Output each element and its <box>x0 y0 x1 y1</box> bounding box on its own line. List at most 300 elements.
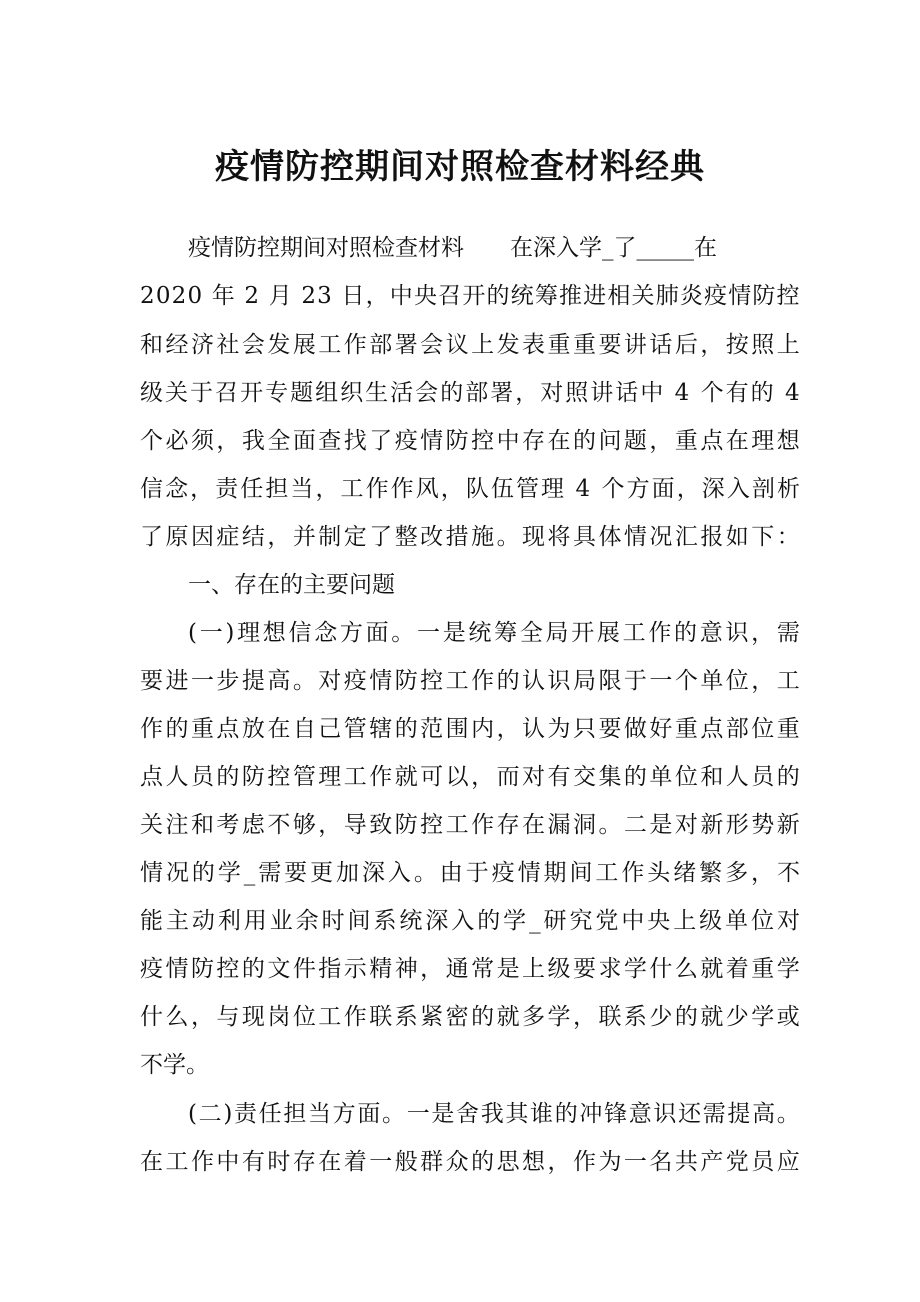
glyph: 统 <box>399 908 423 934</box>
intro-line-6 <box>140 472 800 506</box>
glyph: 学 <box>217 860 241 886</box>
glyph: 和 <box>190 812 214 838</box>
glyph: 年 <box>211 283 235 309</box>
glyph: 个 <box>674 668 698 694</box>
glyph: 放 <box>241 716 265 742</box>
glyph: 施 <box>471 524 495 550</box>
glyph: 在 <box>140 1149 163 1175</box>
glyph: 绪 <box>673 860 697 886</box>
glyph: 意 <box>628 1101 652 1127</box>
glyph: 学 <box>503 908 527 934</box>
glyph: 队 <box>465 476 489 502</box>
glyph: 单 <box>649 764 673 790</box>
glyph: ( <box>188 620 197 646</box>
glyph: 就 <box>496 1004 520 1030</box>
glyph: 工 <box>165 1149 189 1175</box>
glyph: 现 <box>522 524 546 550</box>
glyph: 在 <box>522 812 546 838</box>
glyph: 想 <box>262 620 286 646</box>
glyph: ， <box>190 1004 214 1030</box>
glyph: 表 <box>522 332 546 358</box>
glyph: ) <box>225 620 235 646</box>
glyph: 照 <box>751 332 775 358</box>
glyph: 对 <box>540 380 564 406</box>
glyph: 常 <box>471 956 495 982</box>
glyph: 理 <box>751 428 775 454</box>
glyph: ， <box>649 428 673 454</box>
glyph: 情 <box>165 956 189 982</box>
glyph: 的 <box>750 380 774 406</box>
glyph: 会 <box>241 332 265 358</box>
glyph: 于 <box>190 380 214 406</box>
glyph: 部 <box>725 716 749 742</box>
glyph: 并 <box>292 524 316 550</box>
glyph: 话 <box>615 380 639 406</box>
glyph: 应 <box>776 1149 800 1175</box>
glyph: 众 <box>445 1149 469 1175</box>
glyph: 作 <box>621 860 645 886</box>
glyph: 发 <box>267 332 291 358</box>
glyph: 理 <box>318 764 342 790</box>
glyph: 由 <box>439 860 463 886</box>
glyph: 部 <box>369 332 393 358</box>
glyph: 肺 <box>655 283 679 309</box>
glyph: 风 <box>415 476 439 502</box>
glyph: 限 <box>598 668 622 694</box>
item1-line-6 <box>140 856 800 890</box>
glyph: 理 <box>541 476 564 502</box>
glyph: 工 <box>343 764 367 790</box>
glyph: 认 <box>522 716 546 742</box>
glyph: 疫 <box>491 860 515 886</box>
glyph: 入 <box>451 908 475 934</box>
glyph: 少 <box>649 1004 673 1030</box>
glyph: 点 <box>140 764 163 790</box>
glyph: 中 <box>389 283 413 309</box>
glyph: 的 <box>674 1004 698 1030</box>
glyph: 当 <box>290 476 314 502</box>
glyph: 提 <box>727 1101 751 1127</box>
glyph: 间 <box>347 908 371 934</box>
glyph: 部 <box>465 380 489 406</box>
glyph: 辖 <box>369 716 393 742</box>
glyph: 作 <box>343 1004 367 1030</box>
glyph <box>333 279 340 313</box>
glyph: 念 <box>314 620 338 646</box>
intro-line-3 <box>140 328 800 362</box>
glyph: 3 <box>317 283 332 309</box>
glyph: 识 <box>653 1101 677 1127</box>
glyph: 一 <box>190 668 214 694</box>
glyph: 局 <box>572 668 596 694</box>
glyph: 的 <box>471 1149 495 1175</box>
glyph: 工 <box>318 1004 342 1030</box>
glyph: ， <box>216 428 240 454</box>
glyph: 在 <box>725 428 749 454</box>
glyph: ， <box>751 620 775 646</box>
glyph: 情 <box>369 668 393 694</box>
glyph: 推 <box>559 283 582 309</box>
glyph: 疫 <box>394 428 418 454</box>
glyph: 神 <box>394 956 418 982</box>
glyph: 考 <box>216 812 240 838</box>
glyph: 责 <box>233 1101 257 1127</box>
glyph: 生 <box>365 380 389 406</box>
glyph: 责 <box>215 476 239 502</box>
glyph: 的 <box>165 716 189 742</box>
glyph: 题 <box>290 380 314 406</box>
glyph: 担 <box>265 476 289 502</box>
glyph: 件 <box>292 956 316 982</box>
glyph: 么 <box>674 956 698 982</box>
glyph: 位 <box>674 764 698 790</box>
glyph: 二 <box>623 812 647 838</box>
glyph: 还 <box>678 1101 702 1127</box>
glyph: 期 <box>543 860 567 886</box>
glyph: 入 <box>726 476 750 502</box>
glyph: 作 <box>365 476 389 502</box>
glyph: 位 <box>751 716 775 742</box>
item1-line-5 <box>140 808 800 842</box>
glyph: 的 <box>486 283 510 309</box>
glyph: 个 <box>140 428 163 454</box>
glyph: 了 <box>369 428 393 454</box>
glyph: 什 <box>649 956 673 982</box>
item1-line-8 <box>140 952 800 986</box>
glyph: 导 <box>343 812 367 838</box>
glyph: 就 <box>394 764 418 790</box>
glyph: 信 <box>288 620 312 646</box>
glyph: 定 <box>343 524 367 550</box>
glyph: 的 <box>623 764 647 790</box>
glyph: 任 <box>258 1101 282 1127</box>
glyph: 作 <box>471 812 495 838</box>
glyph: 汇 <box>674 524 698 550</box>
glyph: 上 <box>522 956 546 982</box>
glyph: 更 <box>310 860 334 886</box>
glyph: 对 <box>674 812 698 838</box>
glyph: 时 <box>321 908 345 934</box>
glyph: 情 <box>140 860 163 886</box>
glyph: 在 <box>267 716 291 742</box>
glyph: 会 <box>415 380 439 406</box>
glyph: 着 <box>343 1149 367 1175</box>
glyph: 方 <box>626 476 650 502</box>
glyph: 中 <box>621 908 645 934</box>
glyph <box>776 376 783 410</box>
glyph: 工 <box>445 812 469 838</box>
glyph: 伍 <box>490 476 514 502</box>
glyph: 将 <box>547 524 571 550</box>
glyph: 繁 <box>699 860 723 886</box>
glyph: 有 <box>547 764 571 790</box>
glyph: 日 <box>341 283 365 309</box>
glyph: 报 <box>700 524 724 550</box>
glyph: 担 <box>283 1101 307 1127</box>
glyph: 单 <box>700 668 724 694</box>
intro-line-4 <box>140 376 800 410</box>
glyph: 学 <box>547 1004 571 1030</box>
glyph: 防 <box>190 956 214 982</box>
glyph: ， <box>572 1004 596 1030</box>
glyph: 对 <box>776 908 800 934</box>
glyph: 是 <box>431 1101 455 1127</box>
glyph: 专 <box>265 380 289 406</box>
glyph: 信 <box>140 476 163 502</box>
glyph: 面 <box>365 620 389 646</box>
glyph: 高 <box>752 1101 776 1127</box>
glyph: 主 <box>165 908 189 934</box>
glyph: 中 <box>640 380 664 406</box>
glyph: 时 <box>267 1149 291 1175</box>
glyph: 内 <box>471 716 495 742</box>
glyph: 员 <box>751 764 775 790</box>
glyph: ， <box>267 524 291 550</box>
glyph: 的 <box>216 764 240 790</box>
glyph: _ <box>243 860 256 886</box>
glyph: 上 <box>776 332 800 358</box>
glyph: 况 <box>649 524 673 550</box>
glyph: 的 <box>776 764 800 790</box>
glyph: 和 <box>700 764 724 790</box>
glyph: 症 <box>216 524 240 550</box>
glyph: 深 <box>425 908 449 934</box>
glyph: 冲 <box>579 1101 603 1127</box>
glyph: 0 <box>155 283 171 309</box>
glyph: 统 <box>510 283 534 309</box>
glyph: 密 <box>445 1004 469 1030</box>
glyph: 要 <box>598 332 622 358</box>
glyph: 防 <box>394 812 418 838</box>
glyph: 社 <box>216 332 240 358</box>
glyph <box>236 279 243 313</box>
glyph: 研 <box>543 908 567 934</box>
glyph: 疫 <box>343 668 367 694</box>
glyph: 重 <box>547 332 571 358</box>
glyph: 了 <box>140 524 163 550</box>
glyph: 工 <box>318 332 342 358</box>
glyph: 议 <box>445 332 469 358</box>
glyph: 注 <box>165 812 189 838</box>
glyph: 0 <box>187 283 203 309</box>
glyph: 是 <box>496 956 520 982</box>
glyph: 员 <box>751 1149 775 1175</box>
glyph: 控 <box>267 764 291 790</box>
glyph: 方 <box>339 620 363 646</box>
glyph: 的 <box>477 908 501 934</box>
glyph: 展 <box>292 332 316 358</box>
glyph: 么 <box>165 1004 189 1030</box>
glyph: 的 <box>674 620 698 646</box>
glyph: 示 <box>343 956 367 982</box>
glyph: 不 <box>776 860 800 886</box>
glyph: 究 <box>569 908 593 934</box>
glyph: 召 <box>438 283 462 309</box>
glyph: 深 <box>361 860 385 886</box>
glyph: 己 <box>318 716 342 742</box>
glyph: 会 <box>420 332 444 358</box>
glyph: 讲 <box>590 380 614 406</box>
glyph: 重 <box>776 716 800 742</box>
glyph: 系 <box>373 908 397 934</box>
glyph: 想 <box>522 1149 546 1175</box>
glyph: 作 <box>390 476 414 502</box>
glyph: 学 <box>776 956 800 982</box>
glyph: 产 <box>700 1149 724 1175</box>
item1-line-1 <box>188 616 800 650</box>
glyph: 为 <box>547 716 571 742</box>
glyph <box>665 376 672 410</box>
glyph: 少 <box>725 1004 749 1030</box>
glyph: 控 <box>216 956 240 982</box>
glyph: 体 <box>598 524 622 550</box>
glyph: 系 <box>394 1004 418 1030</box>
glyph: 只 <box>572 716 596 742</box>
glyph: 念 <box>165 476 189 502</box>
glyph: 入 <box>387 860 411 886</box>
intro-line-1: 疫情防控期间对照检查材料 在深入学_了_____在 <box>188 235 717 261</box>
glyph: 加 <box>336 860 359 886</box>
glyph: 2 <box>171 283 187 309</box>
glyph: 好 <box>649 716 673 742</box>
glyph: 关 <box>631 283 655 309</box>
glyph: ( <box>188 1101 197 1127</box>
glyph: 理 <box>237 620 261 646</box>
glyph: 个 <box>601 476 625 502</box>
glyph: 。 <box>292 668 316 694</box>
glyph <box>203 279 210 313</box>
glyph: 深 <box>701 476 725 502</box>
glyph: 后 <box>674 332 698 358</box>
glyph: 存 <box>522 428 546 454</box>
glyph: 致 <box>369 812 393 838</box>
glyph: 一 <box>649 668 673 694</box>
glyph: 对 <box>318 668 342 694</box>
glyph: 的 <box>440 380 464 406</box>
glyph: 间 <box>569 860 593 886</box>
glyph: 召 <box>215 380 239 406</box>
glyph: 集 <box>598 764 622 790</box>
glyph: 疫 <box>704 283 728 309</box>
glyph: 一 <box>623 1149 647 1175</box>
glyph: 意 <box>699 620 723 646</box>
glyph: 展 <box>596 620 620 646</box>
glyph: 月 <box>268 283 292 309</box>
glyph: 范 <box>420 716 444 742</box>
glyph: 控 <box>471 428 495 454</box>
glyph: 多 <box>725 860 749 886</box>
glyph: 识 <box>547 668 571 694</box>
glyph: 点 <box>700 716 724 742</box>
glyph: 防 <box>241 764 265 790</box>
glyph: 要 <box>598 716 622 742</box>
glyph: 须 <box>190 428 214 454</box>
glyph: 组 <box>315 380 339 406</box>
glyph: 上 <box>471 332 495 358</box>
glyph: 措 <box>445 524 469 550</box>
glyph: 提 <box>241 668 265 694</box>
glyph: 工 <box>776 668 800 694</box>
glyph: 洞 <box>572 812 596 838</box>
glyph: 按 <box>725 332 749 358</box>
glyph: 重 <box>751 956 775 982</box>
glyph: 联 <box>369 1004 393 1030</box>
item1-line-4 <box>140 760 800 794</box>
glyph: 作 <box>648 620 672 646</box>
glyph: 工 <box>340 476 364 502</box>
glyph: 级 <box>699 908 723 934</box>
glyph: 署 <box>394 332 418 358</box>
glyph: 2 <box>140 283 155 309</box>
glyph: 中 <box>496 428 520 454</box>
glyph: 位 <box>292 1004 316 1030</box>
glyph: 防 <box>445 428 469 454</box>
glyph: 析 <box>776 476 800 502</box>
glyph: 结 <box>241 524 265 550</box>
glyph: 般 <box>394 1149 418 1175</box>
glyph: 新 <box>776 812 800 838</box>
glyph: 虑 <box>241 812 265 838</box>
glyph: 点 <box>700 428 724 454</box>
glyph: 面 <box>357 1101 381 1127</box>
glyph: 系 <box>623 1004 647 1030</box>
glyph: 可 <box>420 764 444 790</box>
glyph: 是 <box>649 812 673 838</box>
glyph: 要 <box>284 860 308 886</box>
glyph: 重 <box>572 332 596 358</box>
glyph: 经 <box>165 332 189 358</box>
item1-line-7 <box>140 904 800 938</box>
glyph: 面 <box>292 428 316 454</box>
glyph: 要 <box>572 956 596 982</box>
glyph: 重 <box>190 716 214 742</box>
glyph: 查 <box>318 428 342 454</box>
glyph: 的 <box>471 1004 495 1030</box>
glyph: 面 <box>651 476 675 502</box>
glyph: 我 <box>480 1101 504 1127</box>
glyph: 必 <box>165 428 189 454</box>
glyph: 题 <box>623 428 647 454</box>
glyph: 。 <box>496 524 520 550</box>
glyph: 4 <box>785 380 800 406</box>
glyph: 剖 <box>751 476 775 502</box>
glyph: 级 <box>140 380 163 406</box>
glyph: 具 <box>572 524 596 550</box>
glyph: 锋 <box>604 1101 628 1127</box>
glyph: 作 <box>471 668 495 694</box>
glyph: 位 <box>751 908 774 934</box>
glyph: 整 <box>394 524 418 550</box>
glyph: 有 <box>241 1149 265 1175</box>
glyph: 通 <box>445 956 469 982</box>
glyph: 联 <box>598 1004 622 1030</box>
glyph: 着 <box>725 956 749 982</box>
glyph: 重 <box>674 716 698 742</box>
glyph: 。 <box>391 620 415 646</box>
glyph: 局 <box>545 620 569 646</box>
glyph: 共 <box>674 1149 698 1175</box>
glyph: 关 <box>140 812 163 838</box>
glyph: 于 <box>623 668 647 694</box>
glyph: 了 <box>369 524 393 550</box>
glyph: 指 <box>318 956 342 982</box>
glyph: 开 <box>462 283 486 309</box>
glyph: 管 <box>343 716 367 742</box>
glyph: 找 <box>343 428 367 454</box>
glyph: 作 <box>369 764 393 790</box>
glyph: 点 <box>216 716 240 742</box>
glyph: 上 <box>673 908 697 934</box>
